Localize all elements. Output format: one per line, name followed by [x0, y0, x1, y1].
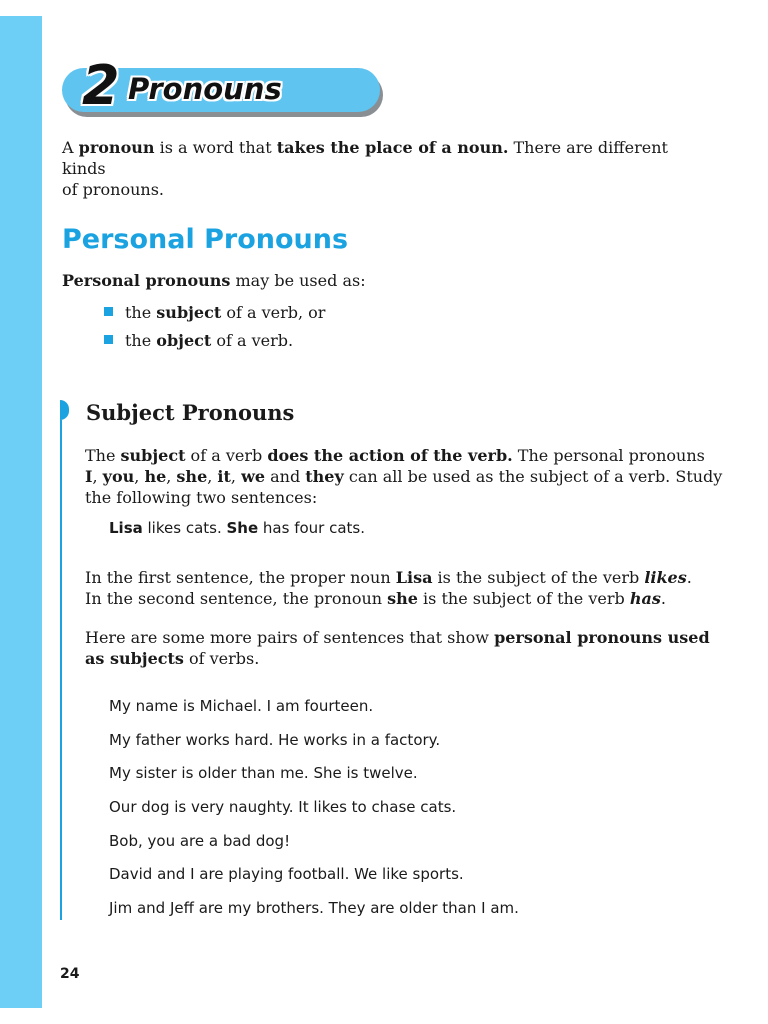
- example-sentence: My sister is older than me. She is twelve.: [109, 764, 418, 782]
- section-marker: [60, 400, 69, 420]
- intro-paragraph: [62, 137, 712, 200]
- para-text: Here are some more pairs of sentences that show: [85, 628, 495, 647]
- chapter-number: 2: [82, 54, 120, 117]
- bullet-marker: [104, 335, 113, 344]
- para-text: can all be used as the subject of a verb. Study: [343, 467, 723, 486]
- para-text: .: [686, 568, 692, 587]
- intro-text-1: A: [62, 138, 79, 157]
- para-text: .: [660, 589, 666, 608]
- para-bold: she: [387, 589, 418, 608]
- para-text: is the subject of the verb: [432, 568, 645, 587]
- bullet-bold: object: [156, 331, 212, 350]
- intro-text-4: of pronouns.: [62, 180, 165, 199]
- subject-paragraph-2: [85, 567, 725, 609]
- para-text: the following two sentences:: [85, 488, 318, 507]
- example-bold: She: [226, 519, 259, 537]
- bullet-marker: [104, 307, 113, 316]
- pronoun-bold: he: [144, 467, 167, 486]
- para-text: The personal pronouns: [512, 446, 705, 465]
- bullet-item: [125, 330, 293, 351]
- para-text: In the first sentence, the proper noun: [85, 568, 396, 587]
- section-rule: [60, 420, 62, 920]
- para-text: In the second sentence, the pronoun: [85, 589, 388, 608]
- left-color-bar: [0, 16, 42, 1008]
- bullet-text: the: [125, 303, 157, 322]
- para-text: is the subject of the verb: [417, 589, 630, 608]
- example-sentence: Bob, you are a bad dog!: [109, 832, 291, 850]
- subject-paragraph-3: [85, 627, 725, 669]
- intro-text-2: is a word that: [154, 138, 277, 157]
- bullet-text: of a verb.: [211, 331, 294, 350]
- para-text: of verbs.: [183, 649, 260, 668]
- para-bold: subject: [120, 446, 186, 465]
- verb-bold-italic: likes: [644, 568, 687, 587]
- chapter-title: Pronouns: [128, 72, 282, 106]
- example-sentence: David and I are playing football. We like sports.: [109, 865, 464, 883]
- verb-bold-italic: has: [629, 589, 661, 608]
- para-text: of a verb: [185, 446, 268, 465]
- para-text: ,: [134, 467, 145, 486]
- para-text: ,: [166, 467, 177, 486]
- subject-pronouns-heading: Subject Pronouns: [86, 400, 295, 425]
- para-text: and: [265, 467, 306, 486]
- personal-lead-bold: Personal pronouns: [62, 271, 231, 290]
- example-sentence: Jim and Jeff are my brothers. They are older than I am.: [109, 899, 519, 917]
- pronoun-bold: I: [85, 467, 93, 486]
- bullet-bold: subject: [156, 303, 222, 322]
- pronoun-bold: it: [217, 467, 231, 486]
- personal-lead: [62, 270, 366, 291]
- intro-text-3: There are different kinds: [62, 138, 668, 178]
- para-text: The: [85, 446, 121, 465]
- intro-bold-2: takes the place of a noun.: [276, 138, 509, 157]
- bullet-text: of a verb, or: [221, 303, 326, 322]
- personal-pronouns-heading: Personal Pronouns: [62, 224, 349, 255]
- example-text: has four cats.: [258, 519, 366, 537]
- subject-paragraph-1: [85, 445, 725, 508]
- bullet-item: [125, 302, 325, 323]
- pronoun-bold: they: [305, 467, 344, 486]
- example-bold: Lisa: [109, 519, 143, 537]
- page-number: 24: [60, 966, 80, 982]
- pronoun-bold: she: [176, 467, 208, 486]
- example-text: likes cats.: [142, 519, 227, 537]
- intro-bold-1: pronoun: [78, 138, 155, 157]
- bullet-text: the: [125, 331, 157, 350]
- para-text: ,: [207, 467, 218, 486]
- para-bold: personal pronouns used: [494, 628, 710, 647]
- example-sentence: Our dog is very naughty. It likes to chase cats.: [109, 798, 457, 816]
- para-text: ,: [92, 467, 103, 486]
- example-sentence: My father works hard. He works in a factory.: [109, 731, 441, 749]
- example-sentence: My name is Michael. I am fourteen.: [109, 697, 374, 715]
- pronoun-bold: we: [241, 467, 266, 486]
- para-bold: does the action of the verb.: [267, 446, 513, 465]
- para-bold: Lisa: [395, 568, 433, 587]
- personal-lead-text: may be used as:: [230, 271, 366, 290]
- example-sentence-lisa: [109, 518, 365, 539]
- pronoun-bold: you: [102, 467, 135, 486]
- para-text: ,: [230, 467, 242, 486]
- chapter-banner: [62, 54, 380, 117]
- para-bold: as subjects: [85, 649, 184, 668]
